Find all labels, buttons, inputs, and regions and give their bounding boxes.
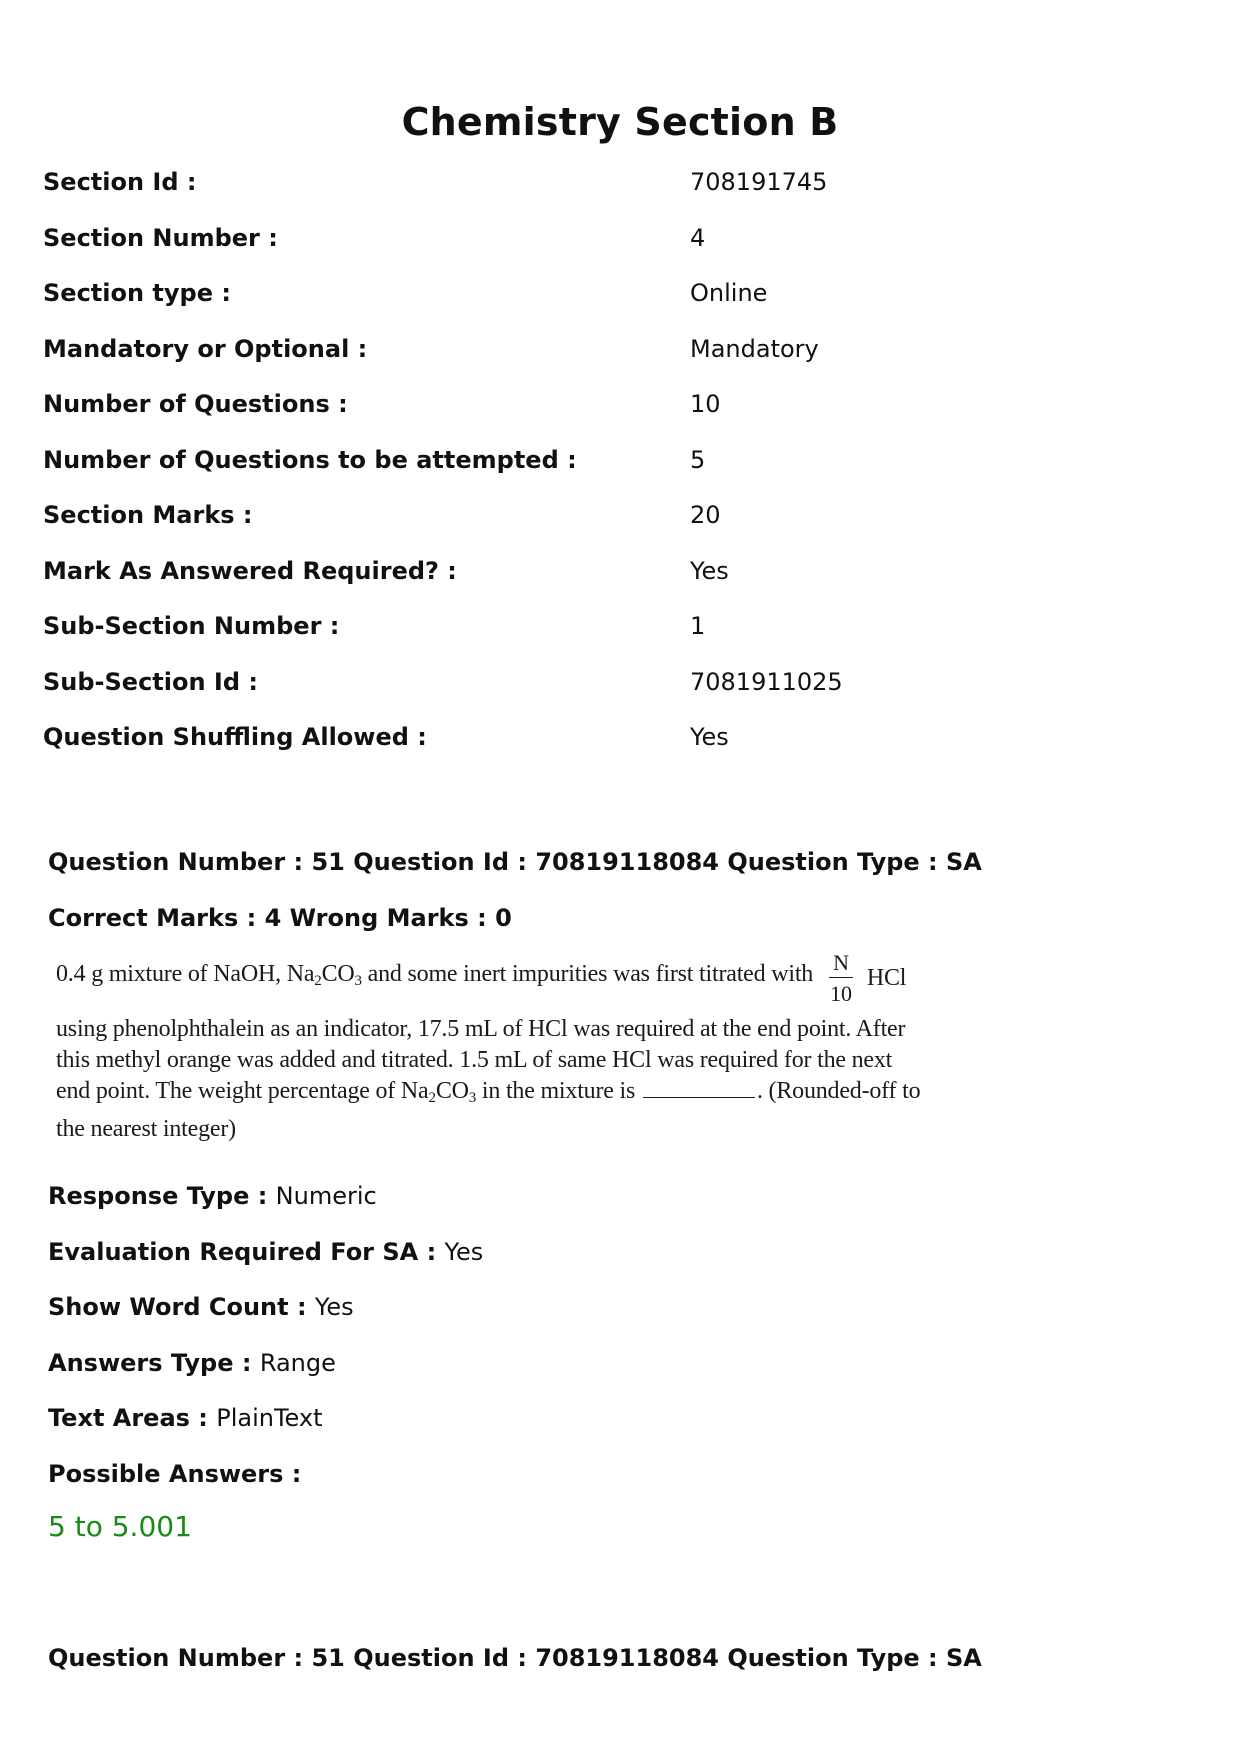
meta-value: Numeric: [275, 1182, 377, 1210]
question-text-line-4: end point. The weight percentage of $Na_2CO_3$ in the mixture is . (Rounded-off to: [56, 1078, 921, 1106]
meta-value: Yes: [444, 1237, 484, 1266]
question-meta: [48, 1182, 1148, 1515]
info-row-section-type: [43, 279, 1143, 335]
fraction-n-over-10: [829, 951, 853, 1006]
info-row-section-number: [43, 224, 1143, 280]
fraction-denominator: 10: [830, 980, 852, 1006]
question-header: Question Number : 51 Question Id : 70819118084 Question Type : SA: [48, 848, 982, 876]
info-label: Number of Questions to be attempted :: [43, 445, 577, 474]
question-text: [56, 948, 936, 1148]
info-value: 10: [690, 390, 721, 418]
info-value: 7081911025: [690, 667, 843, 696]
meta-answers-type: [48, 1349, 1148, 1405]
info-label: Section Id :: [43, 168, 197, 196]
question-text-fragment: 0.4 g mixture of NaOH, $Na_2CO_3$ and some inert impurities was first titrated with: [56, 961, 814, 989]
meta-value: Range: [259, 1348, 336, 1377]
info-value: 4: [690, 223, 706, 252]
meta-text-areas: [48, 1404, 1148, 1460]
info-label: Section Number :: [43, 223, 278, 252]
info-label: Section type :: [43, 279, 231, 307]
info-value: Yes: [690, 723, 729, 751]
info-label: Sub-Section Number :: [43, 612, 340, 640]
meta-key: Response Type :: [48, 1182, 276, 1210]
info-row-sub-section-id: [43, 668, 1143, 724]
info-row-questions-attempted: [43, 446, 1143, 502]
possible-answer-value: 5 to 5.001: [48, 1510, 192, 1543]
info-value: Yes: [690, 556, 729, 585]
meta-key: Evaluation Required For SA :: [48, 1237, 445, 1266]
meta-key: Show Word Count :: [48, 1293, 315, 1321]
question-text-line-2: using phenolphthalein as an indicator, 17.5 mL of HCl was required at the end point. After: [56, 1016, 906, 1042]
info-label: Section Marks :: [43, 501, 253, 529]
question-text-line-5: the nearest integer): [56, 1116, 236, 1142]
info-value: Mandatory: [690, 334, 819, 363]
info-value: 5: [690, 445, 706, 474]
info-label: Number of Questions :: [43, 390, 348, 418]
info-value: 1: [690, 612, 706, 640]
fraction-numerator: N: [829, 951, 853, 978]
meta-evaluation-required: [48, 1238, 1148, 1294]
question-text-line-1: [56, 942, 936, 1014]
section-info-table: [43, 168, 1143, 779]
meta-value: Yes: [314, 1293, 354, 1321]
info-label: Sub-Section Id :: [43, 667, 258, 696]
meta-possible-answers: [48, 1460, 1148, 1516]
info-label: Mark As Answered Required? :: [43, 556, 457, 585]
info-row-mark-as-answered: [43, 557, 1143, 613]
info-value: 708191745: [690, 168, 828, 196]
meta-response-type: [48, 1182, 1148, 1238]
info-row-mandatory: [43, 335, 1143, 391]
info-row-sub-section-number: [43, 612, 1143, 668]
question-text-fragment: HCl: [866, 964, 907, 991]
info-value: Online: [690, 279, 768, 307]
meta-show-word-count: [48, 1293, 1148, 1349]
question-marks: Correct Marks : 4 Wrong Marks : 0: [48, 904, 512, 932]
info-row-section-marks: [43, 501, 1143, 557]
info-row-number-of-questions: [43, 390, 1143, 446]
question-text-line-3: this methyl orange was added and titrated. 1.5 mL of same HCl was required for the next: [56, 1047, 893, 1073]
meta-key: Answers Type :: [48, 1348, 260, 1377]
next-question-header: Question Number : 51 Question Id : 70819118084 Question Type : SA: [48, 1644, 982, 1672]
info-label: Question Shuffling Allowed :: [43, 723, 427, 751]
meta-key: Text Areas :: [48, 1404, 217, 1432]
meta-value: PlainText: [216, 1404, 323, 1432]
info-row-question-shuffling: [43, 723, 1143, 779]
info-value: 20: [690, 501, 721, 529]
answer-blank: [643, 1097, 755, 1098]
page-title: Chemistry Section B: [401, 100, 839, 144]
meta-key: Possible Answers :: [48, 1459, 302, 1488]
info-label: Mandatory or Optional :: [43, 334, 368, 363]
next-question-header-block: [48, 1644, 1148, 1700]
info-row-section-id: [43, 168, 1143, 224]
